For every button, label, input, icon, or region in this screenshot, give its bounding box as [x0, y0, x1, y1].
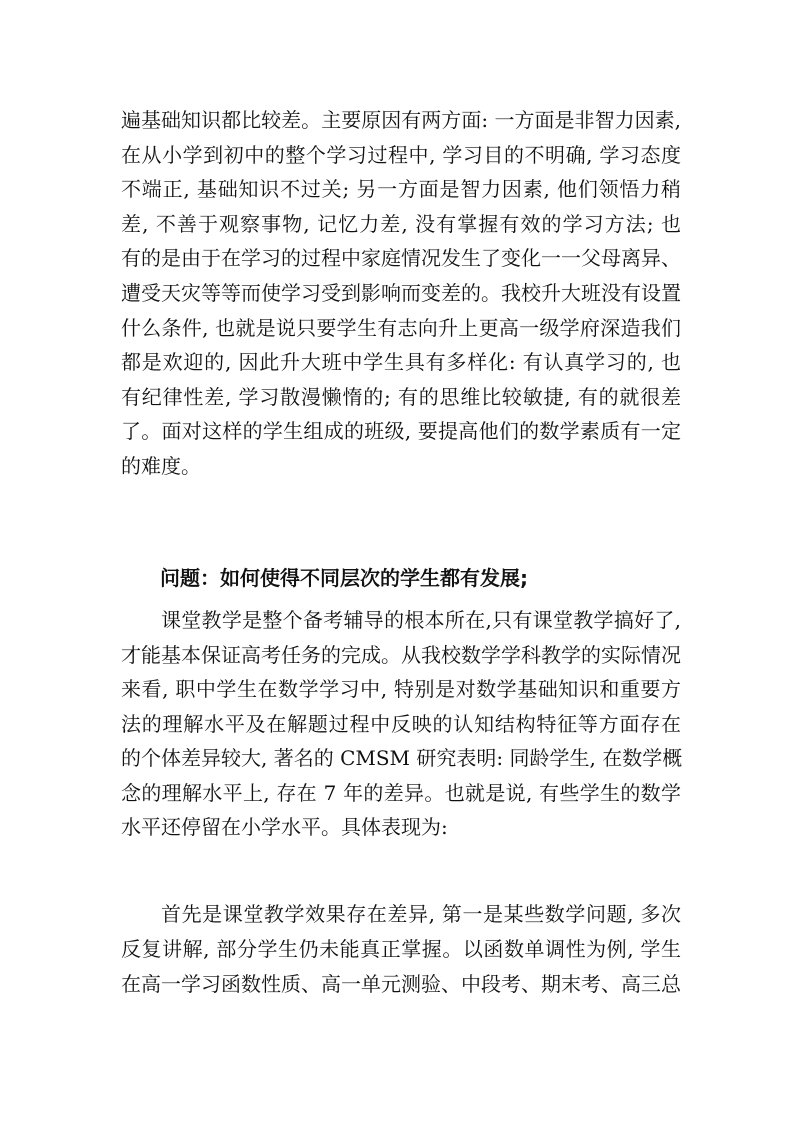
paragraph-classroom-teaching	[121, 603, 681, 845]
text-line: 有纪律性差, 学习散漫懒惰的; 有的思维比较敏捷, 有的就很差	[121, 384, 681, 409]
text-line: 差, 不善于观察事物, 记忆力差, 没有掌握有效的学习方法; 也	[121, 211, 681, 236]
text-line: 不端正, 基础知识不过关; 另一方面是智力因素, 他们领悟力稍	[121, 177, 681, 202]
text-line: 什么条件, 也就是说只要学生有志向升上更高一级学府深造我们	[121, 315, 681, 340]
text-line: 都是欢迎的, 因此升大班中学生具有多样化: 有认真学习的, 也	[121, 350, 681, 375]
section-heading: 问题：如何使得不同层次的学生都有发展;	[160, 566, 528, 590]
text-line: 念的理解水平上, 存在 7 年的差异。也就是说, 有些学生的数学	[121, 780, 681, 805]
text-line: 课堂教学是整个备考辅导的根本所在,只有课堂教学搞好了,	[161, 608, 681, 632]
text-line: 遍基础知识都比较差。主要原因有两方面: 一方面是非智力因素,	[121, 108, 681, 132]
text-line: 反复讲解, 部分学生仍未能真正掌握。以函数单调性为例, 学生	[121, 937, 681, 961]
text-line: 在从小学到初中的整个学习过程中, 学习目的不明确, 学习态度	[121, 142, 681, 167]
text-line: 遭受天灾等等而使学习受到影响而变差的。我校升大班没有设置	[121, 280, 681, 305]
text-line: 有的是由于在学习的过程中家庭情况发生了变化一一父母离异、	[121, 246, 681, 271]
text-line: 才能基本保证高考任务的完成。从我校数学学科教学的实际情况	[121, 642, 681, 667]
text-line: 法的理解水平及在解题过程中反映的认知结构特征等方面存在	[121, 711, 681, 736]
text-line: 的个体差异较大, 著名的 CMSM 研究表明: 同龄学生, 在数学概	[121, 746, 683, 770]
text-line: 在高一学习函数性质、高一单元测验、中段考、期末考、高三总	[121, 972, 681, 996]
text-line: 水平还停留在小学水平。具体表现为:	[121, 815, 448, 839]
text-line: 了。面对这样的学生组成的班级, 要提高他们的数学素质有一定	[121, 419, 681, 444]
text-line: 的难度。	[121, 453, 201, 478]
paragraph-teaching-effect	[121, 897, 681, 1002]
text-line: 首先是课堂教学效果存在差异, 第一是某些数学问题, 多次	[161, 902, 681, 926]
paragraph-student-background	[121, 103, 681, 484]
text-line: 来看, 职中学生在数学学习中, 特别是对数学基础知识和重要方	[121, 677, 681, 701]
